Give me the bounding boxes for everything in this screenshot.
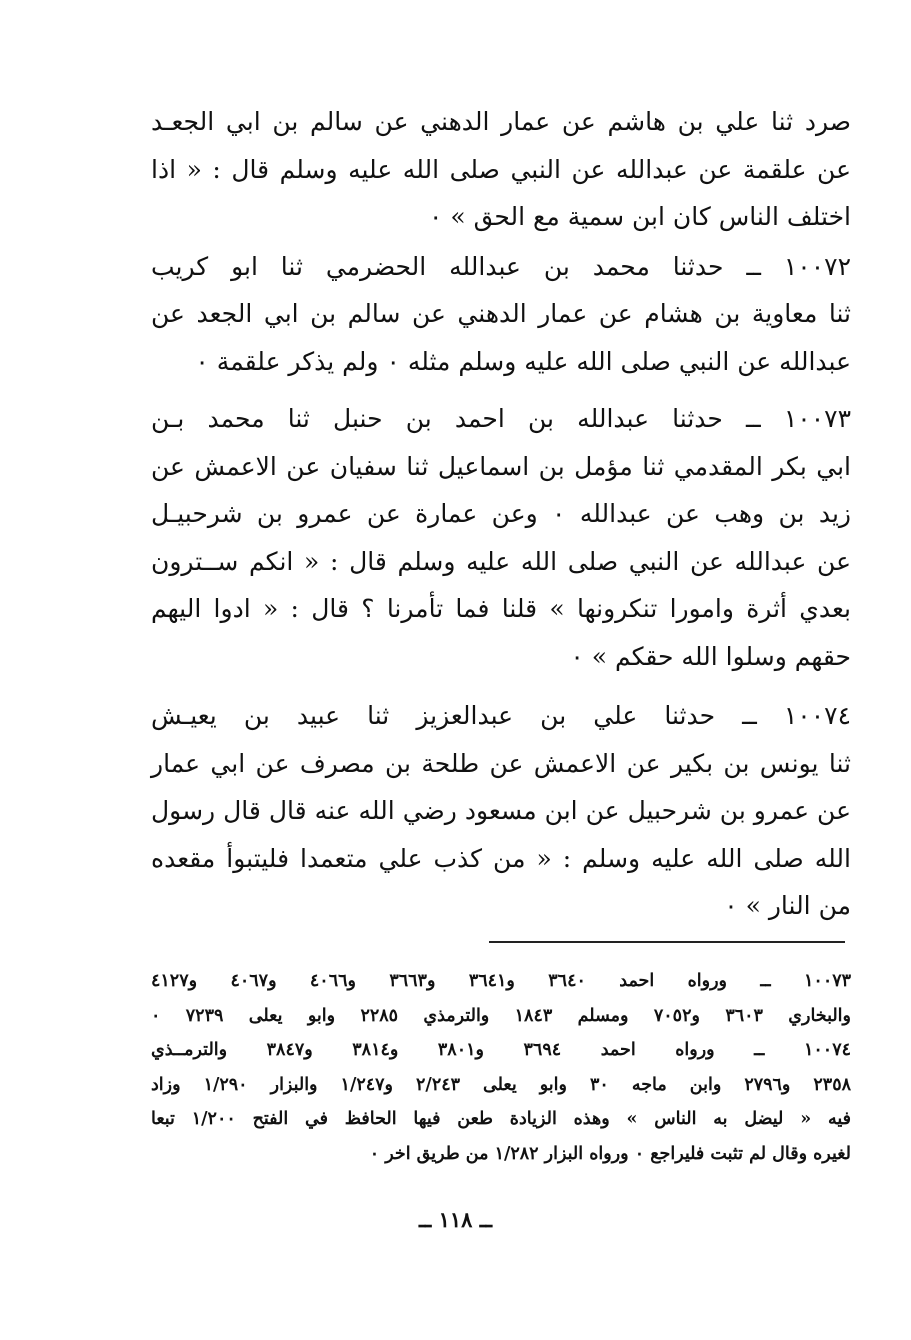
text-line: حقهم وسلوا الله حقكم » ٠ xyxy=(570,641,851,671)
text-line: عن عمرو بن شرحبيل عن ابن مسعود رضي الله عنه قال قال رسول xyxy=(151,796,851,825)
text-line: عن عبدالله عن النبي صلى الله عليه وسلم قال : « انكم ســترون xyxy=(151,546,851,576)
footnote-line: والبخاري ٣٦٠٣ و٧٠٥٢ ومسلم ١٨٤٣ والترمذي ٢٢٨٥ وابو يعلى ٧٢٣٩ ٠ xyxy=(151,1005,851,1026)
text-line: عن علقمة عن عبدالله عن النبي صلى الله عليه وسلم قال : « اذا xyxy=(151,154,851,184)
text-line: بعدي أثرة وامورا تنكرونها » قلنا فما تأمرنا ؟ قال : « ادوا اليهم xyxy=(151,594,851,623)
text-line: الله صلى الله عليه وسلم : « من كذب علي متعمدا فليتبوأ مقعده xyxy=(151,843,851,873)
footnote-divider xyxy=(489,941,845,943)
page-number: ــ ١١٨ ــ xyxy=(418,1207,493,1232)
text-line: ثنا معاوية بن هشام عن عمار الدهني عن سالم بن ابي الجعد عن xyxy=(151,299,851,328)
footnote-line: فيه « ليضل به الناس » وهذه الزيادة طعن فيها الحافظ في الفتح ١/٢٠٠ تبعا xyxy=(151,1109,851,1129)
text-line: ابي بكر المقدمي ثنا مؤمل بن اسماعيل ثنا سفيان عن الاعمش عن xyxy=(151,451,851,481)
footnote-line: ١٠٠٧٣ ــ ورواه احمد ٣٦٤٠ و٣٦٤١ و٣٦٦٣ و٤٠٦٦ و٤٠٦٧ و٤١٢٧ xyxy=(151,971,852,991)
text-line: من النار » ٠ xyxy=(724,891,851,920)
text-line: ١٠٠٧٣ ــ حدثنا عبدالله بن احمد بن حنبل ثنا محمد بـن xyxy=(151,404,851,433)
footnotes xyxy=(151,964,851,1171)
text-line: اختلف الناس كان ابن سمية مع الحق » ٠ xyxy=(428,202,851,231)
text-line: عبدالله عن النبي صلى الله عليه وسلم مثله ٠ ولم يذكر علقمة ٠ xyxy=(195,346,851,376)
text-line: صرد ثنا علي بن هاشم عن عمار الدهني عن سالم بن ابي الجعـد xyxy=(151,107,851,136)
hadith-10072 xyxy=(151,243,851,386)
hadith-10074 xyxy=(151,692,851,930)
footnote-line: لغيره وقال لم تثبت فليراجع ٠ ورواه البزار ١/٢٨٢ من طريق اخر ٠ xyxy=(369,1143,851,1164)
paragraph-continuation xyxy=(151,98,851,241)
text-line: ١٠٠٧٤ ــ حدثنا علي بن عبدالعزيز ثنا عبيد بن يعيـش xyxy=(151,701,851,730)
footnote-line: ٢٣٥٨ و٢٧٩٦ وابن ماجه ٣٠ وابو يعلى ٢/٢٤٣ و١/٢٤٧ والبزار ١/٢٩٠ وزاد xyxy=(151,1074,852,1095)
text-line: زيد بن وهب عن عبدالله ٠ وعن عمارة عن عمرو بن شرحبيـل xyxy=(151,499,851,528)
hadith-10073 xyxy=(151,395,851,680)
text-line: ١٠٠٧٢ ــ حدثنا محمد بن عبدالله الحضرمي ثنا ابو كريب xyxy=(151,251,851,281)
main-text xyxy=(151,98,851,930)
footnote-line: ١٠٠٧٤ ــ ورواه احمد ٣٦٩٤ و٣٨٠١ و٣٨١٤ و٣٨٤٧ والترمــذي xyxy=(151,1040,851,1060)
text-line: ثنا يونس بن بكير عن الاعمش عن طلحة بن مصرف عن ابي عمار xyxy=(151,748,851,778)
